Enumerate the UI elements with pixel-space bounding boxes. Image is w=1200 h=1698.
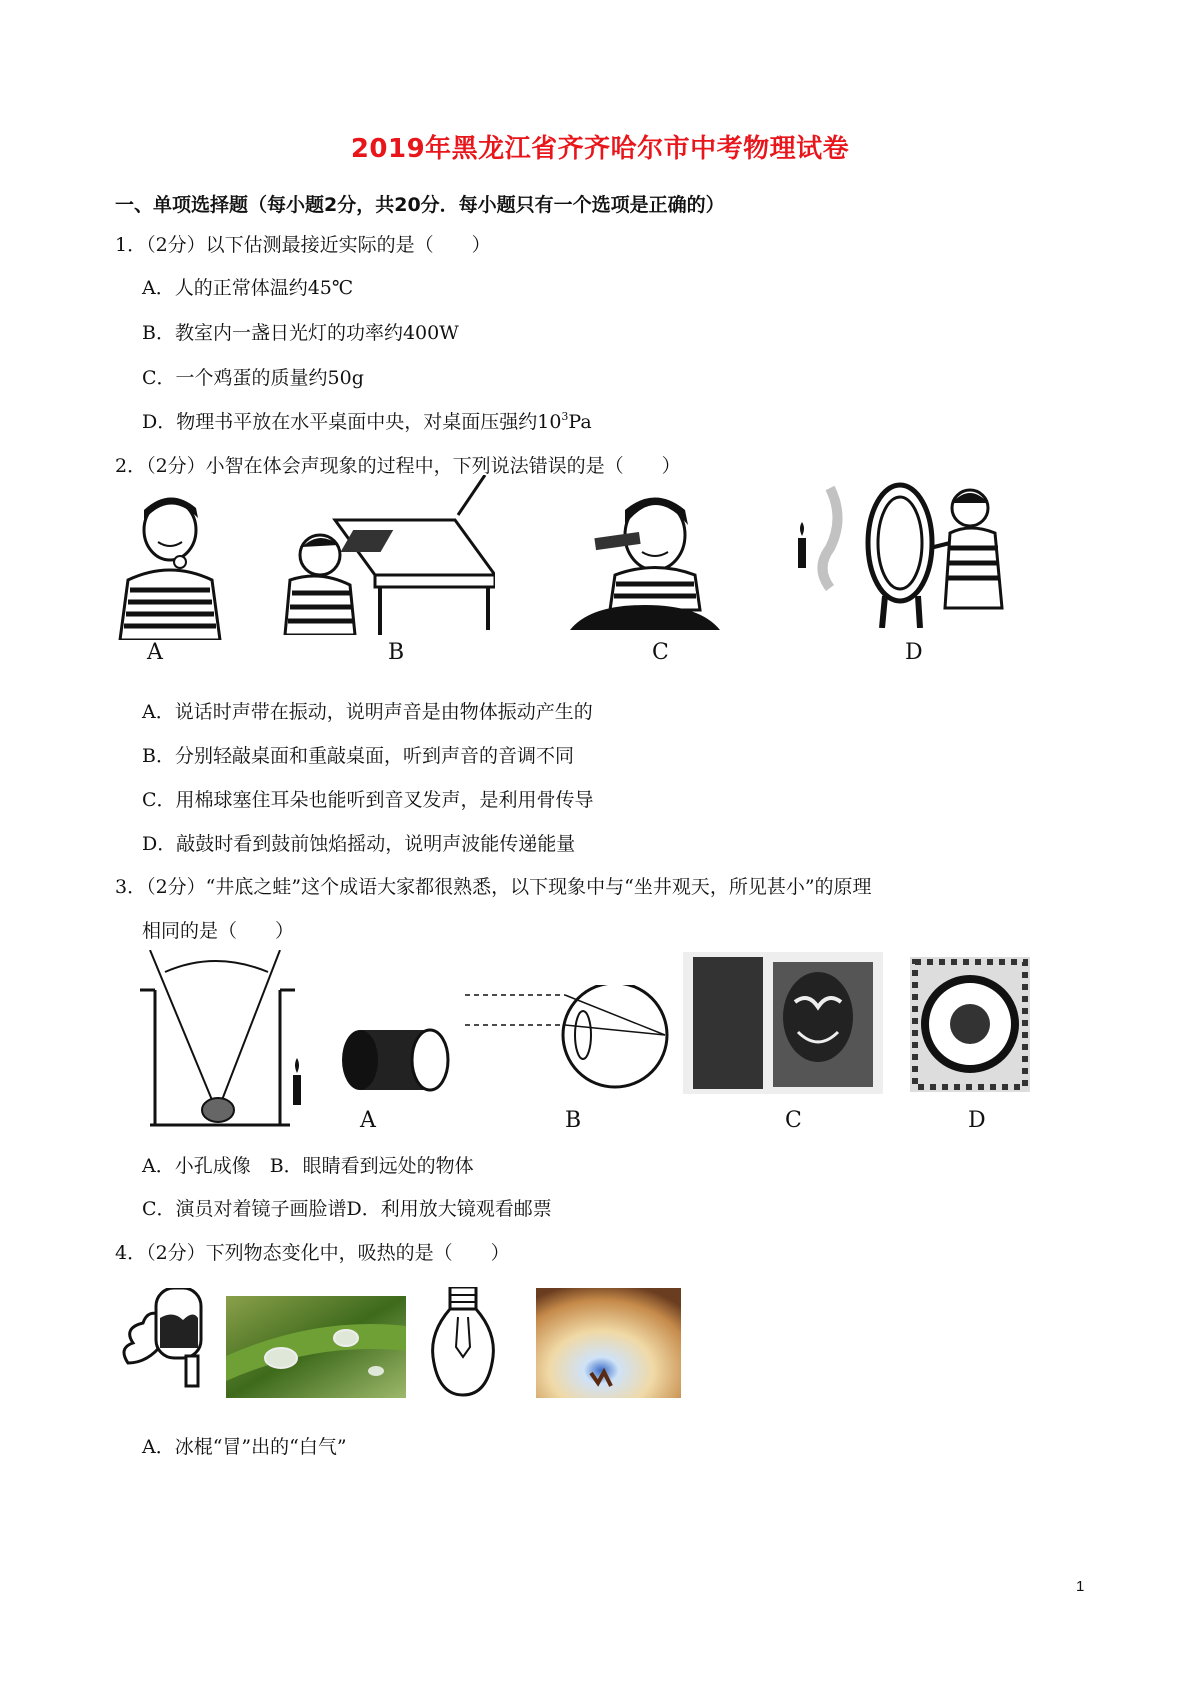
q2-figure-d-drum-candle: [790, 478, 1010, 628]
q3-stem-line-1: 3．（2分）“井底之蛙”这个成语大家都很熟悉，以下现象中与“坐井观天，所见甚小”的原理: [115, 876, 872, 898]
q3-caption-a: A: [360, 1108, 376, 1133]
q3-options-c-d: C．演员对着镜子画脸谱D．利用放大镜观看邮票: [142, 1198, 552, 1220]
q3-options-a-b: A．小孔成像 B．眼睛看到远处的物体: [142, 1155, 474, 1177]
q3-figure-c-mirror-makeup: [683, 952, 883, 1094]
section-heading: 一、单项选择题（每小题2分，共20分．每小题只有一个选项是正确的）: [115, 194, 725, 216]
q1-option-d: [142, 407, 592, 434]
q2-option-c: C．用棉球塞住耳朵也能听到音叉发声，是利用骨传导: [142, 789, 594, 811]
q1-option-a: A．人的正常体温约45℃: [142, 277, 354, 299]
q3-caption-b: B: [565, 1108, 582, 1133]
q1-option-b: B．教室内一盏日光灯的功率约400W: [142, 322, 459, 344]
q1-option-d-text: D．物理书平放在水平桌面中央，对桌面压强约10: [142, 411, 562, 433]
q3-stem-line-2: 相同的是（ ）: [142, 920, 295, 942]
q3-figure-b-eye: [465, 985, 680, 1095]
q1-option-d-unit: Pa: [568, 411, 592, 433]
q2-figure-b-table-knock: [280, 475, 495, 635]
q4-figure-light-bulb: [428, 1287, 498, 1397]
q2-option-b: B．分别轻敲桌面和重敲桌面，听到声音的音调不同: [142, 745, 574, 767]
q2-caption-a: A: [147, 640, 163, 665]
q1-option-d-exponent: 3: [561, 410, 569, 423]
q3-figure-a-pinhole: [290, 1020, 460, 1120]
page-number: 1: [1076, 1578, 1085, 1595]
q4-figure-leaf-dew: [226, 1296, 406, 1398]
q1-stem: 1．（2分）以下估测最接近实际的是（ ）: [115, 234, 491, 256]
q2-option-a: A．说话时声带在振动，说明声音是由物体振动产生的: [142, 701, 593, 723]
q2-figure-c-tuning-fork: [570, 480, 720, 630]
q2-caption-b: B: [388, 640, 405, 665]
page-title: 2019年黑龙江省齐齐哈尔市中考物理试卷: [350, 134, 850, 164]
q3-caption-c: C: [785, 1108, 802, 1133]
q4-figure-explosion: [536, 1288, 681, 1398]
q1-option-c: C．一个鸡蛋的质量约50g: [142, 367, 364, 389]
q2-caption-d: D: [905, 640, 923, 665]
q4-figure-popsicle: [118, 1288, 218, 1393]
q2-caption-c: C: [652, 640, 669, 665]
q3-figure-d-magnifier-stamp: [910, 957, 1030, 1092]
q2-option-d: D．敲鼓时看到鼓前蚀焰摇动，说明声波能传递能量: [142, 833, 576, 855]
q4-option-a: A．冰棍“冒”出的“白气”: [142, 1436, 347, 1458]
q2-figure-a-vocal-cord: [110, 490, 230, 640]
q2-stem: 2．（2分）小智在体会声现象的过程中，下列说法错误的是（ ）: [115, 455, 681, 477]
q3-figure-frog-well: [140, 950, 295, 1132]
q4-stem: 4．（2分）下列物态变化中，吸热的是（ ）: [115, 1242, 510, 1264]
q3-caption-d: D: [968, 1108, 986, 1133]
